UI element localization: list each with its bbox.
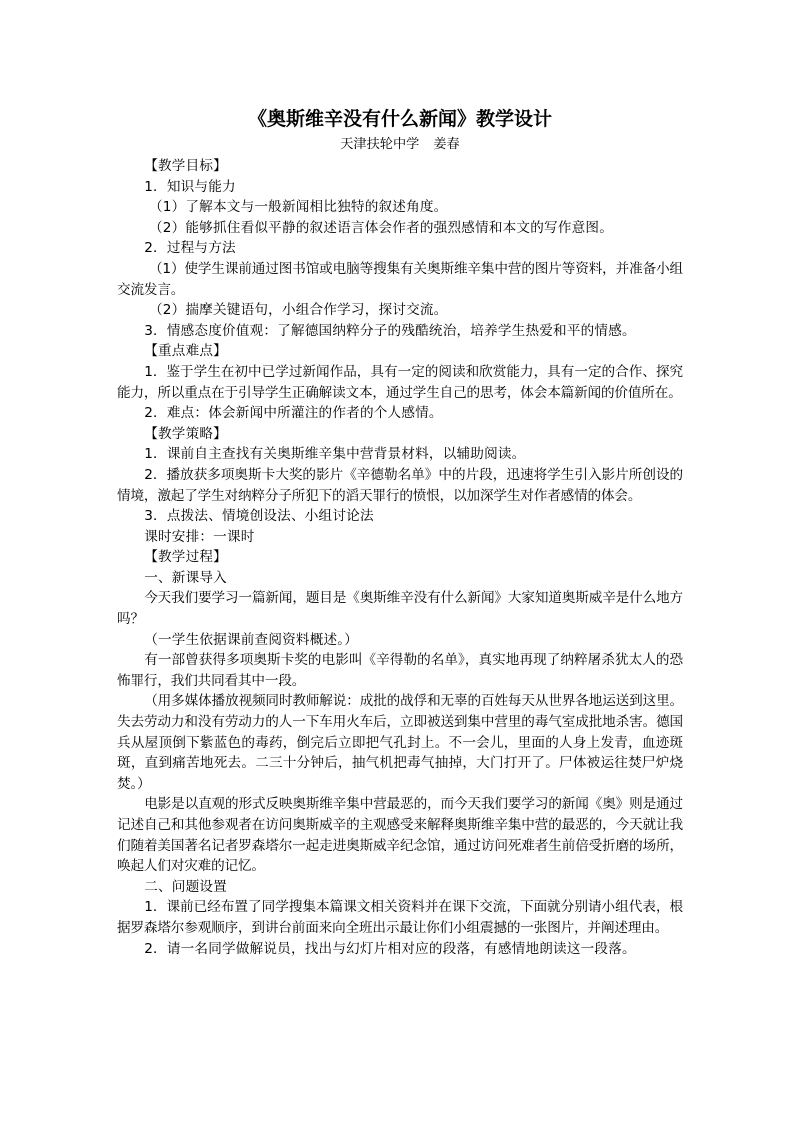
paragraph: （2）揣摩关键语句，小组合作学习，探讨交流。 bbox=[148, 302, 448, 319]
paragraph: 2．难点：体会新闻中所灌注的作者的个人感情。 bbox=[144, 405, 443, 422]
paragraph: 3．情感态度价值观：了解德国纳粹分子的残酷统治，培养学生热爱和平的情感。 bbox=[144, 322, 636, 339]
author-name: 姜春 bbox=[433, 137, 460, 152]
paragraph: （1）了解本文与一般新闻相比独特的叙述角度。 bbox=[148, 199, 448, 216]
paragraph: 1．课前自主查找有关奥斯维辛集中营背景材料，以辅助阅读。 bbox=[144, 446, 526, 463]
section-heading-objectives: 【教学目标】 bbox=[144, 158, 227, 174]
document-body bbox=[117, 104, 683, 959]
section-heading-strategy: 【教学策略】 bbox=[144, 425, 227, 442]
section-heading-process: 【教学过程】 bbox=[144, 549, 227, 566]
paragraph: （2）能够抓住看似平静的叙述语言体会作者的强烈感情和本文的写作意图。 bbox=[148, 219, 613, 236]
paragraph: （一学生依据课前查阅资料概述。） bbox=[144, 631, 359, 648]
paragraph: 2．播放获多项奥斯卡大奖的影片《辛德勒名单》中的片段，迅速将学生引入影片所创设的情境，激起了学生对纳粹分子所犯下的滔天罪行的愤恨，以加深学生对作者感情的体会。 bbox=[117, 466, 683, 504]
document-title: 《奥斯维辛没有什么新闻》教学设计 bbox=[247, 108, 552, 130]
paragraph: 今天我们要学习一篇新闻，题目是《奥斯维辛没有什么新闻》大家知道奥斯威辛是什么地方吗？ bbox=[117, 590, 683, 628]
paragraph: 2．过程与方法 bbox=[144, 240, 236, 257]
author-line bbox=[117, 134, 683, 156]
paragraph: 二、问题设置 bbox=[144, 878, 227, 895]
paragraph: （1）使学生课前通过图书馆或电脑等搜集有关奥斯维辛集中营的图片等资料，并准备小组交流发言。 bbox=[117, 260, 683, 298]
paragraph: 一、新课导入 bbox=[144, 569, 227, 586]
section-heading-key-points: 【重点难点】 bbox=[144, 343, 227, 360]
paragraph: 课时安排：一课时 bbox=[144, 528, 255, 545]
paragraph: 电影是以直观的形式反映奥斯维辛集中营最恶的，而今天我们要学习的新闻《奥》则是通过记述自己和其他参观者在访问奥斯威辛的主观感受来解释奥斯维辛集中营的最恶的，今天就让我们随着美国著名记者罗森塔尔一起走进奥斯威辛纪念馆，通过访问死难者生前倍受折磨的场所，唤起人们对灾难的记忆。 bbox=[117, 796, 683, 875]
paragraph: 2．请一名同学做解说员，找出与幻灯片相对应的段落，有感情地朗读这一段落。 bbox=[144, 940, 636, 957]
paragraph: 1．课前已经布置了同学搜集本篇课文相关资料并在课下交流，下面就分别请小组代表，根据罗森塔尔参观顺序，到讲台前面来向全班出示最让你们小组震撼的一张图片，并阐述理由。 bbox=[117, 899, 683, 936]
paragraph: 1．鉴于学生在初中已学过新闻作品，具有一定的阅读和欣赏能力，具有一定的合作、探究能力，所以重点在于引导学生正确解读文本，通过学生自己的思考，体会本篇新闻的价值所在。 bbox=[117, 363, 683, 401]
paragraph: 1．知识与能力 bbox=[144, 178, 236, 195]
paragraph: 3．点拨法、情境创设法、小组讨论法 bbox=[144, 508, 374, 525]
author-school: 天津扶轮中学 bbox=[340, 137, 420, 152]
paragraph: （用多媒体播放视频同时教师解说：成批的战俘和无辜的百姓每天从世界各地运送到这里。失去劳动力和没有劳动力的人一下车用火车后，立即被送到集中营里的毒气室成批地杀害。德国兵从屋顶倒下紫蓝色的毒药，倒完后立即把气孔封上。不一会儿，里面的人身上发青，血迹斑斑，直到痛苦地死去。二三十分钟后，抽气机把毒气抽掉，大门打开了。尸体被运往焚尸炉烧焚。） bbox=[117, 693, 683, 792]
paragraph: 有一部曾获得多项奥斯卡奖的电影叫《辛得勒的名单》，真实地再现了纳粹屠杀犹太人的恐怖罪行，我们共同看其中一段。 bbox=[117, 652, 683, 689]
